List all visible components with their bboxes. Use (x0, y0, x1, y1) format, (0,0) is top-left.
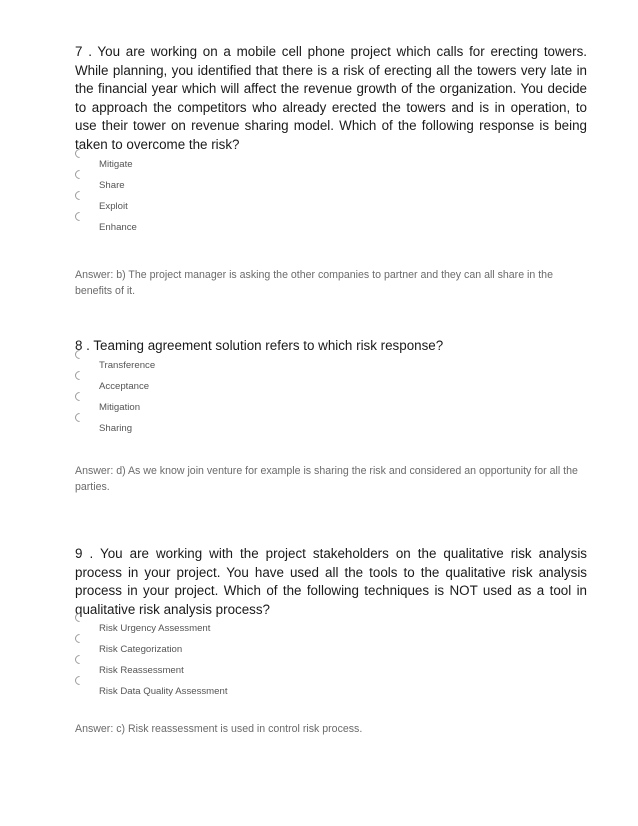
answer-text: Answer: c) Risk reassessment is used in control risk process. (75, 723, 363, 735)
option-item[interactable] (75, 682, 587, 703)
option-item[interactable] (75, 619, 587, 640)
option-label: Acceptance (99, 380, 150, 392)
option-item[interactable] (75, 419, 587, 440)
options-group (75, 356, 587, 440)
option-item[interactable] (75, 155, 587, 176)
question-text: 9 . You are working with the project stakeholders on the qualitative risk analysis process in your project. You have used all the tools to the qualitative risk analysis process in your project. Which of the following techniques is NOT used as a tool in qualitative risk analysis process? (75, 546, 587, 617)
option-label: Risk Urgency Assessment (99, 623, 211, 635)
option-label: Risk Data Quality Assessment (99, 686, 228, 698)
answer-text: Answer: b) The project manager is asking the other companies to partner and they can all share in the benefits of it. (75, 269, 553, 297)
option-label: Sharing (99, 422, 133, 434)
option-item[interactable] (75, 640, 587, 661)
option-item[interactable] (75, 377, 587, 398)
option-label: Transference (99, 359, 156, 371)
question-8 (75, 337, 587, 440)
option-item[interactable] (75, 661, 587, 682)
option-item[interactable] (75, 176, 587, 197)
option-item[interactable] (75, 218, 587, 239)
option-item[interactable] (75, 398, 587, 419)
option-label: Exploit (99, 200, 128, 212)
question-7 (75, 43, 587, 239)
question-text: 8 . Teaming agreement solution refers to which risk response? (75, 338, 444, 353)
answer-text: Answer: d) As we know join venture for example is sharing the risk and considered an opportunity for all the parties. (75, 465, 578, 493)
question-text: 7 . You are working on a mobile cell phone project which calls for erecting towers. While planning, you identified that there is a risk of erecting all the towers very late in the financial year which will affect the revenue growth of the organization. You decide to approach the competitors who already erected the towers and is in operation, to use their tower on revenue sharing model. Which of the following response is being taken to overcome the risk? (75, 44, 587, 152)
options-group (75, 155, 587, 239)
option-item[interactable] (75, 356, 587, 377)
option-label: Share (99, 179, 125, 191)
option-label: Mitigate (99, 158, 133, 170)
option-label: Risk Reassessment (99, 665, 184, 677)
question-9 (75, 545, 587, 703)
options-group (75, 619, 587, 703)
option-label: Risk Categorization (99, 644, 183, 656)
option-label: Enhance (99, 221, 137, 233)
option-item[interactable] (75, 197, 587, 218)
option-label: Mitigation (99, 401, 141, 413)
